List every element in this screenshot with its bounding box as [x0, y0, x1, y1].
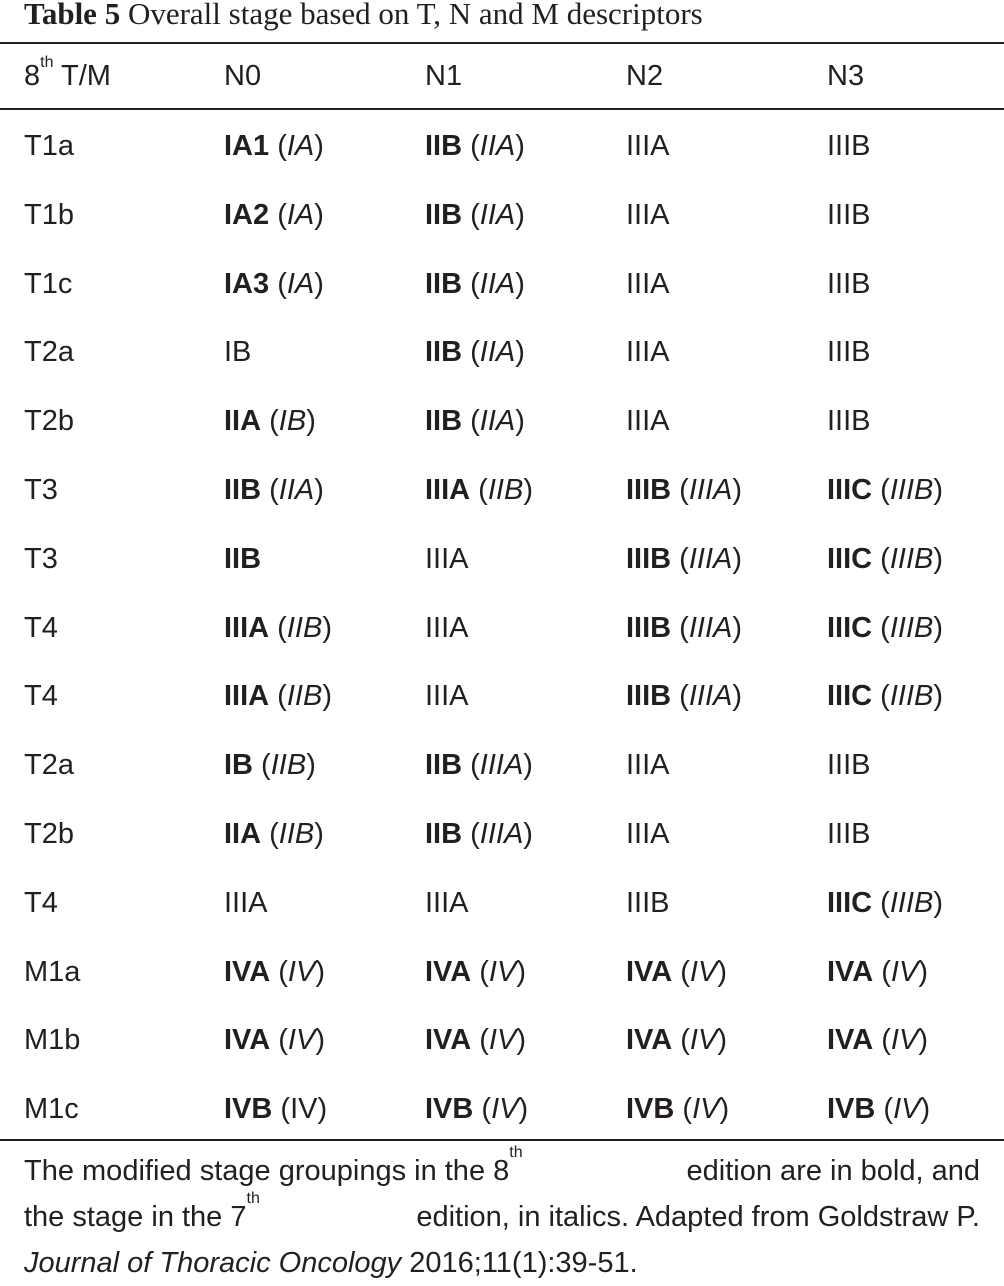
stage-7th-edition: IIB	[487, 474, 524, 506]
stage-7th-edition: IV	[290, 1093, 318, 1126]
stage-7th-edition: IIB	[286, 611, 323, 644]
stage-7th-edition: IV	[893, 1093, 921, 1126]
stage-8th-edition: IIIC	[827, 886, 873, 919]
stage-cell-n0	[224, 541, 261, 577]
stage-8th-edition: IIIB	[626, 680, 672, 713]
stage-7th-edition: IV	[890, 955, 919, 988]
top-rule	[0, 42, 1004, 44]
tm-cell: T1c	[24, 267, 73, 300]
stage-7th-edition: IIB	[278, 818, 315, 850]
tm-cell: T2b	[24, 405, 74, 438]
stage-cell-n0: IA3 (IA)	[224, 267, 324, 300]
stage-plain: IIIB	[827, 198, 871, 231]
stage-cell-n2	[626, 403, 670, 439]
stage-cell-n0: IIA (IIB)	[224, 818, 324, 850]
stage-cell-n3: IVA (IV)	[827, 1024, 928, 1057]
stage-plain: IIIB	[827, 749, 871, 782]
stage-8th-edition: IIB	[425, 267, 463, 300]
stage-plain: IIIA	[626, 198, 670, 231]
stage-7th-edition: IIA	[479, 267, 516, 300]
stage-8th-edition: IVA	[827, 955, 874, 988]
stage-cell-n0: IA1 (IA)	[224, 130, 324, 162]
stage-8th-edition: IVA	[626, 955, 673, 988]
stage-plain: IIIA	[626, 405, 670, 438]
stage-cell-n3: IVA (IV)	[827, 955, 928, 988]
stage-cell-n0: IIB (IIA)	[224, 474, 324, 506]
stage-7th-edition: IV	[488, 1024, 517, 1057]
stage-8th-edition: IVB	[224, 1093, 273, 1126]
stage-7th-edition: IV	[692, 1093, 720, 1126]
header-rule	[0, 108, 1004, 110]
stage-8th-edition: IIB	[425, 336, 463, 369]
stage-cell-n2	[626, 747, 670, 783]
stage-cell-n2	[626, 197, 670, 233]
stage-8th-edition: IIB	[425, 405, 463, 438]
stage-cell-n2: IVA (IV)	[626, 955, 727, 988]
stage-plain: IIIB	[827, 336, 871, 369]
stage-8th-edition: IIB	[224, 542, 262, 575]
stage-cell-n0: IVA (IV)	[224, 1024, 325, 1057]
stage-cell-n1: IVB (IV)	[425, 1093, 529, 1126]
stage-8th-edition: IIIA	[224, 680, 270, 713]
stage-7th-edition: IIA	[479, 336, 516, 369]
footnote-line1-tail: edition are in bold, and	[686, 1155, 980, 1187]
stage-plain: IIIA	[425, 680, 469, 713]
stage-8th-edition: IIA	[224, 405, 262, 438]
stage-8th-edition: IIA	[224, 818, 262, 850]
stage-8th-edition: IIIB	[626, 542, 672, 575]
stage-7th-edition: IIIA	[479, 749, 524, 782]
tm-cell: T4	[24, 680, 58, 713]
stage-7th-edition: IV	[689, 955, 718, 988]
footnote-line1-text: The modified stage groupings in the 8	[24, 1155, 510, 1187]
stage-7th-edition: IV	[890, 1024, 919, 1057]
table-row	[0, 1006, 1004, 1075]
footnote-line-2	[24, 1190, 980, 1240]
stage-plain: IIIB	[626, 886, 670, 919]
footnote-line-1	[24, 1144, 980, 1194]
bottom-rule	[0, 1139, 1004, 1141]
stage-8th-edition: IB	[224, 749, 253, 782]
footnote-journal: Journal of Thoracic Oncology	[24, 1247, 402, 1279]
stage-cell-n1	[425, 885, 469, 921]
stage-7th-edition: IA	[286, 198, 315, 231]
header-tm-text: T/M	[53, 60, 111, 92]
stage-8th-edition: IVA	[827, 1024, 874, 1057]
stage-cell-n1: IVA (IV)	[425, 1024, 526, 1057]
stage-cell-n1: IIB (IIA)	[425, 336, 525, 369]
stage-plain: IB	[224, 336, 252, 369]
stage-8th-edition: IVA	[626, 1024, 673, 1057]
stage-8th-edition: IVB	[626, 1093, 675, 1126]
stage-8th-edition: IVB	[827, 1093, 876, 1126]
stage-8th-edition: IVA	[224, 955, 271, 988]
stage-7th-edition: IIIA	[479, 818, 524, 850]
header-n0: N0	[224, 60, 262, 92]
stage-7th-edition: IV	[491, 1093, 519, 1126]
stage-8th-edition: IVB	[425, 1093, 474, 1126]
stage-8th-edition: IIIA	[425, 474, 471, 506]
stage-cell-n1: IIB (IIA)	[425, 130, 525, 162]
stage-8th-edition: IIIC	[827, 474, 873, 506]
stage-plain: IIIA	[626, 130, 670, 162]
footnote-line-3	[24, 1240, 984, 1286]
stage-cell-n2	[626, 334, 670, 370]
footnote-line1-sup: th	[509, 1144, 523, 1161]
stage-7th-edition: IIB	[270, 749, 307, 782]
stage-7th-edition: IV	[287, 955, 316, 988]
stage-cell-n0: IA2 (IA)	[224, 198, 324, 231]
stage-cell-n1: IIB (IIIA)	[425, 749, 533, 782]
tm-cell: T2a	[24, 336, 74, 369]
stage-7th-edition: IIIB	[889, 886, 934, 919]
stage-cell-n0	[224, 334, 251, 370]
stage-plain: IIIA	[626, 336, 670, 369]
table-row	[0, 594, 1004, 663]
stage-cell-n1: IIB (IIA)	[425, 405, 525, 438]
stage-cell-n3	[827, 266, 871, 302]
stage-8th-edition: IIIC	[827, 611, 873, 644]
stage-8th-edition: IA1	[224, 130, 270, 162]
stage-cell-n1	[425, 678, 469, 714]
stage-cell-n3: IIIC (IIIB)	[827, 474, 944, 506]
stage-cell-n3	[827, 334, 871, 370]
tm-cell: T2a	[24, 749, 74, 782]
header-n1: N1	[425, 60, 463, 92]
stage-cell-n3	[827, 403, 871, 439]
table-row	[0, 181, 1004, 250]
stage-cell-n1	[425, 541, 469, 577]
stage-cell-n2: IIIB (IIIA)	[626, 474, 743, 506]
stage-plain: IIIA	[224, 886, 268, 919]
stage-cell-n3: IIIC (IIIB)	[827, 886, 944, 919]
stage-cell-n2: IIIB (IIIA)	[626, 680, 743, 713]
stage-7th-edition: IV	[488, 955, 517, 988]
footnote-line1-lead	[24, 1144, 523, 1194]
table-row	[0, 250, 1004, 319]
table-row	[0, 662, 1004, 731]
stage-7th-edition: IV	[689, 1024, 718, 1057]
stage-plain: IIIA	[425, 611, 469, 644]
stage-7th-edition: IIA	[278, 474, 315, 506]
stage-plain: IIIB	[827, 130, 871, 162]
stage-8th-edition: IA2	[224, 198, 270, 231]
stage-8th-edition: IIB	[425, 818, 463, 850]
tm-cell: T3	[24, 542, 58, 575]
stage-cell-n1: IVA (IV)	[425, 955, 526, 988]
stage-plain: IIIB	[827, 267, 871, 300]
stage-cell-n3	[827, 747, 871, 783]
footnote-citation: 2016;11(1):39-51.	[401, 1247, 638, 1279]
stage-8th-edition: IVA	[425, 1024, 472, 1057]
stage-plain: IIIB	[827, 405, 871, 438]
stage-7th-edition: IIA	[479, 130, 516, 162]
stage-cell-n3: IIIC (IIIB)	[827, 611, 944, 644]
header-tm-sup: th	[40, 54, 54, 71]
stage-8th-edition: IIIB	[626, 474, 672, 506]
stage-7th-edition: IIA	[479, 405, 516, 438]
stage-8th-edition: IIIC	[827, 680, 873, 713]
stage-7th-edition: IIIA	[688, 680, 733, 713]
stage-cell-n2	[626, 885, 670, 921]
caption-label: Table 5	[24, 0, 121, 31]
stage-8th-edition: IIB	[425, 749, 463, 782]
stage-7th-edition: IIIA	[688, 611, 733, 644]
stage-cell-n3: IVB (IV)	[827, 1093, 931, 1126]
stage-plain: IIIA	[626, 749, 670, 782]
header-tm	[24, 54, 111, 94]
table-caption	[24, 0, 703, 32]
stage-7th-edition: IIIB	[889, 611, 934, 644]
stage-7th-edition: IIIA	[688, 542, 733, 575]
stage-8th-edition: IA3	[224, 267, 270, 300]
stage-cell-n3	[827, 816, 871, 852]
stage-8th-edition: IIIC	[827, 542, 873, 575]
tm-cell: T3	[24, 474, 58, 506]
stage-cell-n2: IIIB (IIIA)	[626, 611, 743, 644]
stage-cell-n2	[626, 266, 670, 302]
table-row	[0, 731, 1004, 800]
stage-plain: IIIA	[626, 267, 670, 300]
table-row	[0, 525, 1004, 594]
stage-7th-edition: IIIB	[889, 474, 934, 506]
table-row	[0, 800, 1004, 869]
stage-plain: IIIA	[425, 542, 469, 575]
table-row	[0, 318, 1004, 387]
stage-7th-edition: IIIA	[688, 474, 733, 506]
footnote-line2-lead	[24, 1190, 260, 1240]
stage-cell-n0: IIIA (IIB)	[224, 611, 332, 644]
footnote-line2-sup: th	[246, 1190, 260, 1207]
tm-cell: T4	[24, 611, 58, 644]
tm-cell: T1b	[24, 198, 74, 231]
stage-cell-n0: IVA (IV)	[224, 955, 325, 988]
table-row	[0, 869, 1004, 938]
table-row	[0, 387, 1004, 456]
stage-7th-edition: IA	[286, 130, 315, 162]
stage-cell-n3: IIIC (IIIB)	[827, 542, 944, 575]
stage-8th-edition: IVA	[425, 955, 472, 988]
stage-7th-edition: IA	[286, 267, 315, 300]
tm-cell: M1c	[24, 1093, 79, 1126]
footnote-line2-tail: edition, in italics. Adapted from Goldstraw P.	[416, 1201, 980, 1233]
stage-cell-n0	[224, 885, 268, 921]
stage-cell-n2: IIIB (IIIA)	[626, 542, 743, 575]
table-row	[0, 456, 1004, 525]
caption-text: Overall stage based on T, N and M descriptors	[127, 0, 703, 31]
stage-8th-edition: IIIA	[224, 611, 270, 644]
header-n2: N2	[626, 60, 664, 92]
tm-cell: T4	[24, 886, 58, 919]
stage-plain: IIIA	[425, 886, 469, 919]
stage-cell-n2	[626, 128, 670, 164]
stage-plain: IIIB	[827, 818, 871, 850]
stage-cell-n3	[827, 128, 871, 164]
stage-cell-n1: IIIA (IIB)	[425, 474, 533, 506]
header-n3: N3	[827, 60, 865, 92]
stage-cell-n3	[827, 197, 871, 233]
stage-8th-edition: IIB	[224, 474, 262, 506]
stage-7th-edition: IIB	[286, 680, 323, 713]
stage-cell-n1: IIB (IIIA)	[425, 818, 533, 850]
stage-8th-edition: IIIB	[626, 611, 672, 644]
stage-7th-edition: IV	[287, 1024, 316, 1057]
tm-cell: M1b	[24, 1024, 81, 1057]
stage-cell-n2	[626, 816, 670, 852]
table-row	[0, 938, 1004, 1007]
table-row	[0, 1075, 1004, 1144]
tm-cell: M1a	[24, 955, 81, 988]
tm-cell: T1a	[24, 130, 74, 162]
footnote	[24, 1144, 984, 1286]
stage-8th-edition: IIB	[425, 130, 463, 162]
stage-cell-n1: IIB (IIA)	[425, 267, 525, 300]
tm-cell: T2b	[24, 818, 74, 850]
stage-cell-n0: IIIA (IIB)	[224, 680, 332, 713]
header-tm-num: 8	[24, 60, 41, 92]
stage-plain: IIIA	[626, 818, 670, 850]
stage-cell-n3: IIIC (IIIB)	[827, 680, 944, 713]
stage-cell-n1: IIB (IIA)	[425, 198, 525, 231]
stage-7th-edition: IB	[278, 405, 307, 438]
stage-cell-n2: IVA (IV)	[626, 1024, 727, 1057]
stage-7th-edition: IIA	[479, 198, 516, 231]
stage-cell-n0: IB (IIB)	[224, 749, 316, 782]
stage-8th-edition: IVA	[224, 1024, 271, 1057]
stage-cell-n1	[425, 610, 469, 646]
footnote-line2-text: the stage in the 7	[24, 1201, 247, 1233]
table-row	[0, 112, 1004, 181]
stage-cell-n2: IVB (IV)	[626, 1093, 730, 1126]
stage-8th-edition: IIB	[425, 198, 463, 231]
stage-cell-n0: IVB (IV)	[224, 1093, 328, 1126]
stage-7th-edition: IIIB	[889, 680, 934, 713]
stage-cell-n0: IIA (IB)	[224, 405, 316, 438]
stage-7th-edition: IIIB	[889, 542, 934, 575]
